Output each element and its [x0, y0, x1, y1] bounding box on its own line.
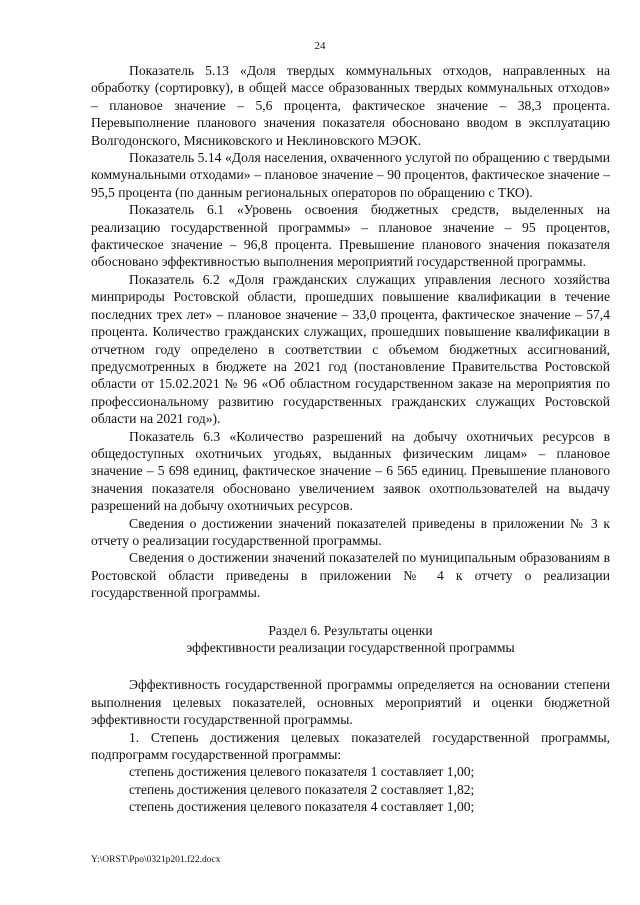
section-title-line-1: Раздел 6. Результаты оценки: [268, 622, 433, 638]
page-number: 24: [314, 40, 326, 52]
list-item: степень достижения целевого показателя 4 составляет 1,00;: [129, 799, 475, 815]
list-item: степень достижения целевого показателя 2 составляет 1,82;: [129, 781, 475, 797]
section-title-line-2: эффективности реализации государственной программы: [186, 640, 515, 655]
paragraph-indicator-6-1: Показатель 6.1 «Уровень освоения бюджетных средств, выделенных на реализацию государственной программы» – плановое значение – 95 процентов, фактическое значение – 96,8 процента. Превышение планового значения показателя обосновано эффективностью выполнения мероприятий государственной программы.: [91, 202, 610, 270]
paragraph-indicator-5-14: Показатель 5.14 «Доля населения, охваченного услугой по обращению с твердыми коммунальными отходами» – плановое значение – 90 процентов, фактическое значение – 95,5 процента (по данным региональных операторов по обращению с ТКО).: [91, 150, 610, 200]
paragraph-effectiveness: Эффективность государственной программы определяется на основании степени выполнения целевых показателей, основных мероприятий и оценки бюджетной эффективности государственной программы.: [91, 677, 610, 728]
paragraph-indicator-6-3: Показатель 6.3 «Количество разрешений на добычу охотничьих ресурсов в общедоступных охотничьих угодьях, выданных физическим лицам» – плановое значение – 5 698 единиц, фактическое значение – 6 565 единиц. Превышение планового значения показателя обосновано увеличением заявок охотпользователей на выдачу разрешений на добычу охотничьих ресурсов.: [91, 428, 610, 514]
paragraph-indicator-5-13: Показатель 5.13 «Доля твердых коммунальных отходов, направленных на обработку (сортировку), в общей массе образованных твердых коммунальных отходов» – плановое значение – 5,6 процента, фактическое значение – 38,3 процента. Перевыполнение планового значения показателя обосновано вводом в эксплуатацию Волгодонского, Мясниковского и Неклиновского МЭОК.: [91, 63, 610, 148]
footer-file-path: Y:\ORST\Ppo\0321p201.f22.docx: [91, 855, 221, 865]
section-heading: [91, 622, 610, 657]
document-body: [91, 62, 610, 816]
paragraph-appendix-4: Сведения о достижении значений показателей по муниципальным образованиям в Ростовской области приведены в приложении № 4 к отчету о реализации государственной программы.: [91, 550, 610, 601]
paragraph-appendix-3: Сведения о достижении значений показателей приведены в приложении № 3 к отчету о реализации государственной программы.: [91, 515, 610, 548]
list-item: степень достижения целевого показателя 1 составляет 1,00;: [129, 764, 475, 780]
paragraph-indicator-6-2: Показатель 6.2 «Доля гражданских служащих управления лесного хозяйства минприроды Ростовской области, прошедших повышение квалификации в течение последних трех лет» – плановое значение – 33,0 процента, фактическое значение – 57,4 процента. Количество гражданских служащих, прошедших повышение квалификации в отчетном году определено в соответствии с объемом бюджетных ассигнований, предусмотренных в бюджете на 2021 год (постановление Правительства Ростовской области от 15.02.2021 № 96 «Об областном государственном заказе на мероприятия по профессиональному развитию государственных гражданских служащих Ростовской области на 2021 год»).: [91, 271, 610, 427]
paragraph-degree-of-achievement: 1. Степень достижения целевых показателей государственной программы, подпрограмм государственной программы:: [91, 729, 610, 763]
